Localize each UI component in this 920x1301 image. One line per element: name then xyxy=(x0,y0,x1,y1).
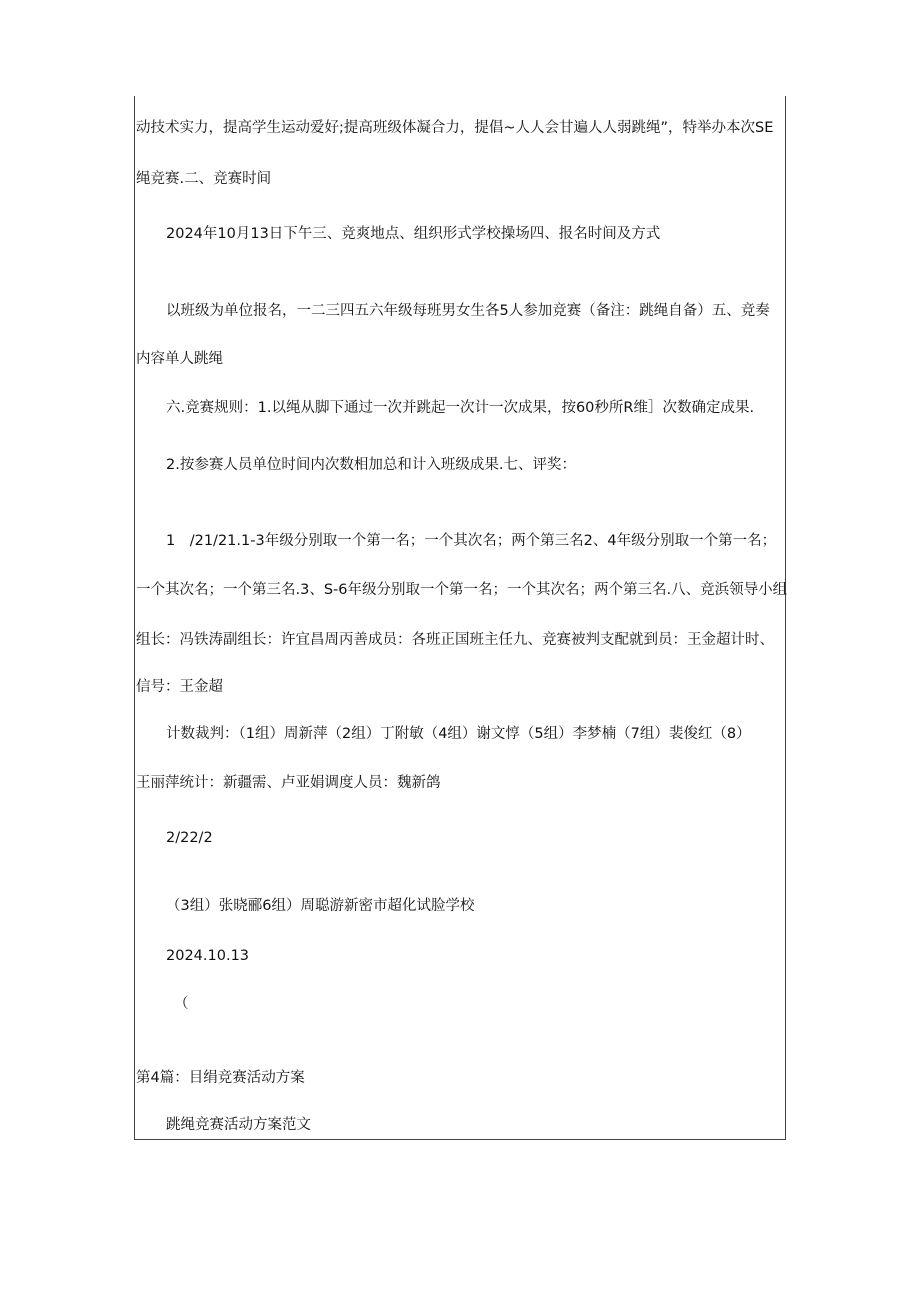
text-line: 2024.10.13 xyxy=(166,948,250,964)
text-line: 2/22/2 xyxy=(166,830,213,846)
section-heading: 第4篇：目绢竞赛活动方案 xyxy=(136,1070,305,1086)
text-line: （ xyxy=(174,996,189,1012)
text-line: 2024年10月13日下午三、竞爽地点、组织形式学校操场四、报名时间及方式 xyxy=(166,226,661,242)
text-line: （3组）张晓郦6组）周聪游新密市超化试脸学校 xyxy=(166,898,475,914)
text-line: 王丽萍统计：新疆需、卢亚娟调度人员：魏新鸽 xyxy=(136,775,441,791)
text-line: 跳绳竞赛活动方案范文 xyxy=(166,1117,311,1133)
text-line: 绳竞赛.二、竞赛时间 xyxy=(136,171,272,187)
text-line: 内容单人跳绳 xyxy=(136,351,223,367)
text-line: 六.竞赛规则：1.以绳从脚下通过一次并跳起一次计一次成果，按60秒所R维］次数确定成果. xyxy=(166,400,755,416)
text-line: 一个其次名；一个第三名.3、S-6年级分别取一个第一名；一个其次名；两个第三名.八、竞浜领导小组 xyxy=(136,582,788,598)
text-line: 1 /21/21.1-3年级分别取一个第一名；一个其次名；两个第三名2、4年级分别取一个第一名； xyxy=(166,533,777,549)
text-line: 信号：王金超 xyxy=(136,679,223,695)
text-line: 组长：冯铁涛副组长：许宜昌周丙善成员：各班正国班主任九、竞赛被判支配就到员：王金超计时、 xyxy=(136,632,774,648)
text-line: 2.按参赛人员单位时间内次数相加总和计入班级成果.七、评奖： xyxy=(166,457,576,473)
text-line: 动技术实力，提高学生运动爱好;提高班级体凝合力，提倡~人人会甘遍人人弱跳绳”，特举办本次SE xyxy=(136,120,774,136)
text-line: 计数裁判：（1组）周新萍（2组）丁附敏（4组）谢文惇（5组）李梦楠（7组）裴俊红（8） xyxy=(166,726,751,742)
page-border xyxy=(134,96,786,1140)
text-line: 以班级为单位报名，一二三四五六年级每班男女生各5人参加竞赛（备注：跳绳自备）五、竞奏 xyxy=(166,303,770,319)
